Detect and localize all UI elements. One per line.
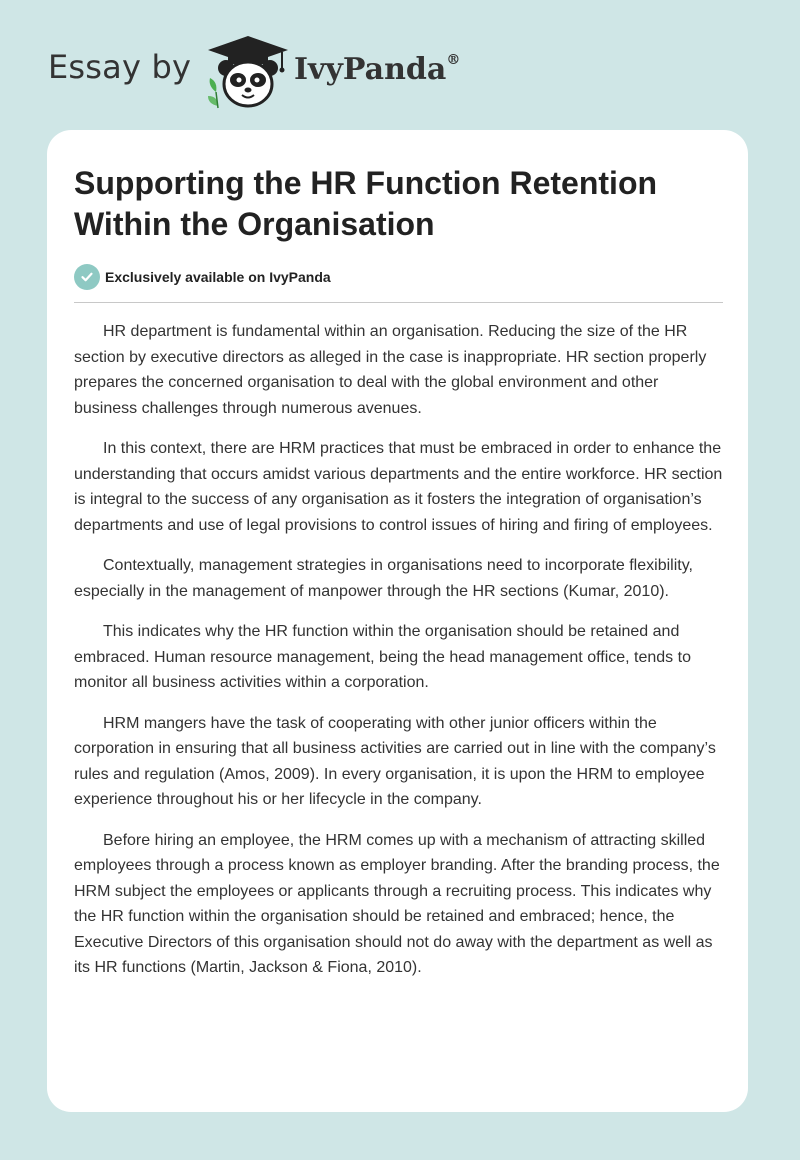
paragraph: Contextually, management strategies in organisations need to incorporate flexibility, especially in the management of manpower through the HR sections (Kumar, 2010).	[74, 557, 693, 600]
paragraph: This indicates why the HR function within the organisation should be retained and embraced. Human resource management, being the head management office, tends to monitor all business activities within a corporation.	[74, 623, 691, 691]
paragraph: In this context, there are HRM practices that must be embraced in order to enhance the understanding that occurs amidst various departments and the entire workforce. HR section is integral to the success of any organisation as it fosters the integration of organisation’s departments and use of legal provisions to control issues of hiring and firing of employees.	[74, 440, 723, 534]
article-body	[74, 319, 724, 996]
paragraph: HR department is fundamental within an organisation. Reducing the size of the HR section by executive directors as alleged in the case is inappropriate. HR section properly prepares the concerned organisation to deal with the global environment and other business challenges through numerous avenues.	[74, 323, 707, 417]
brand-name[interactable]	[294, 52, 460, 87]
panda-graduate-logo-icon[interactable]	[202, 34, 294, 110]
brand-name-text: IvyPanda	[294, 52, 447, 87]
check-icon	[74, 264, 100, 290]
paragraph: HRM mangers have the task of cooperating with other junior officers within the corporation in ensuring that all business activities are carried out in line with the company’s rules and regulation (Amos, 2009). In every organisation, it is upon the HRM to employee experience throughout his or her lifecycle in the company.	[74, 714, 716, 808]
exclusive-label: Exclusively available on IvyPanda	[105, 269, 331, 285]
title-divider	[74, 302, 723, 303]
article-card	[47, 130, 748, 1112]
essay-by-label: Essay by	[48, 48, 192, 86]
registered-mark: ®	[446, 52, 461, 68]
site-header	[48, 30, 508, 110]
exclusive-badge	[74, 264, 331, 290]
paragraph: Before hiring an employee, the HRM comes up with a mechanism of attracting skilled employees through a process known as employer branding. After the branding process, the HRM subject the employees or applicants through a recruiting process. This indicates why the HR function within the organisation should be retained and embraced; hence, the Executive Directors of this organisation should not do away with the department as well as its HR functions (Martin, Jackson & Fiona, 2010).	[74, 831, 720, 976]
article-title: Supporting the HR Function Retention Within the Organisation	[74, 165, 658, 242]
